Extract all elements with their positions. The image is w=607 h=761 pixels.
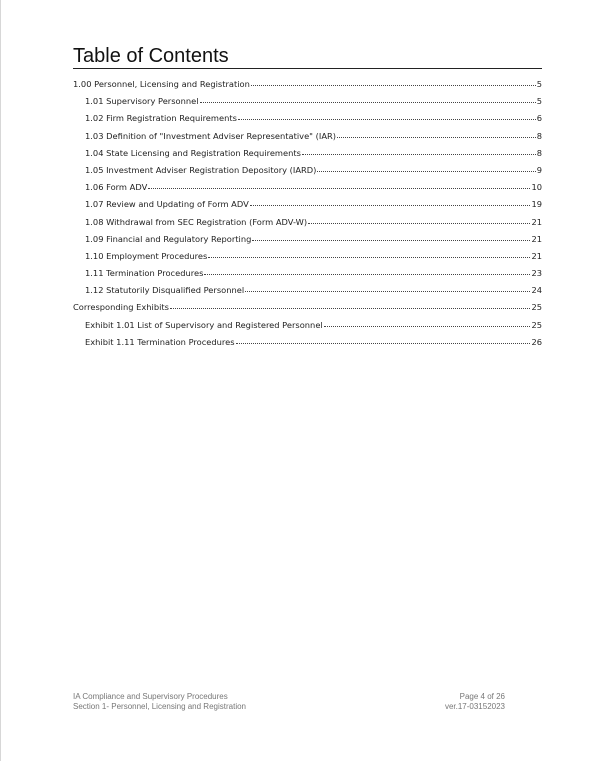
toc-entry-page: 10 [531,182,542,193]
toc-entry-text: 1.01 Supervisory Personnel [85,96,199,107]
toc-entry-page: 24 [531,285,542,296]
toc-entry-page: 25 [531,319,542,330]
toc-entry-page: 5 [536,79,542,89]
toc-entry-text: 1.11 Termination Procedures [85,268,204,279]
toc-entry[interactable] [73,182,542,199]
toc-entry-text: 1.05 Investment Adviser Registration Depository (IARD) [85,164,317,175]
toc-entry[interactable] [73,199,542,216]
toc-entry[interactable] [73,79,542,96]
toc-entry[interactable] [73,217,542,234]
toc-dot-leader [208,256,530,258]
toc-entry-page: 5 [536,96,542,107]
toc-entry[interactable] [73,113,542,130]
toc-entry-page: 19 [531,199,542,210]
toc-entry-page: 8 [536,130,542,141]
toc-entry-text: 1.09 Financial and Regulatory Reporting [85,233,252,244]
toc-entry[interactable] [73,251,542,268]
toc-entry-text: 1.04 State Licensing and Registration Requirements [85,147,301,158]
toc-dot-leader [148,187,530,189]
toc-entry-text: 1.10 Employment Procedures [85,250,208,261]
toc-entry-text: Exhibit 1.01 List of Supervisory and Registered Personnel [85,319,323,330]
toc-dot-leader [236,342,531,344]
toc-entry[interactable] [73,148,542,165]
footer-right [445,692,505,711]
toc-dot-leader [317,170,535,172]
toc-dot-leader [204,273,530,275]
toc-dot-leader [250,204,531,206]
toc-entry-page: 26 [531,336,542,347]
footer-page-number: Page 4 of 26 [459,692,505,701]
toc-entry-text: 1.12 Statutorily Disqualified Personnel [85,285,245,296]
toc-list [73,79,542,354]
toc-entry-text: Corresponding Exhibits [73,302,169,313]
toc-entry-page: 6 [536,113,542,124]
toc-entry[interactable] [73,234,542,251]
toc-entry[interactable] [73,131,542,148]
toc-entry-page: 23 [531,268,542,279]
toc-title: Table of Contents [73,44,542,69]
toc-dot-leader [251,84,536,86]
toc-entry-text: 1.02 Firm Registration Requirements [85,113,237,124]
toc-entry-page: 8 [536,147,542,158]
toc-entry[interactable] [73,268,542,285]
footer-version: ver.17-03152023 [444,701,505,711]
toc-entry[interactable] [73,165,542,182]
toc-entry[interactable] [73,96,542,113]
toc-entry-page: 21 [531,233,542,244]
toc-entry[interactable] [73,302,542,319]
toc-dot-leader [302,153,536,155]
toc-entry-text: 1.06 Form ADV [85,182,148,193]
toc-entry-text: 1.08 Withdrawal from SEC Registration (Form ADV-W) [85,216,308,227]
toc-dot-leader [324,325,531,327]
toc-entry[interactable] [73,285,542,302]
toc-dot-leader [238,118,536,120]
toc-entry-page: 9 [536,164,542,175]
toc-entry-text: Exhibit 1.11 Termination Procedures [85,336,235,347]
toc-entry-page: 21 [531,250,542,261]
toc-entry-text: 1.07 Review and Updating of Form ADV [85,199,249,210]
toc-entry-text: 1.03 Definition of "Investment Adviser Representative" (IAR) [85,130,337,141]
toc-dot-leader [252,239,530,241]
footer-document-title: IA Compliance and Supervisory Procedures [73,692,228,701]
toc-entry-text: 1.00 Personnel, Licensing and Registration [73,79,250,89]
toc-dot-leader [200,101,536,103]
toc-dot-leader [170,307,530,309]
toc-entry-page: 21 [531,216,542,227]
toc-dot-leader [245,290,530,292]
toc-entry-page: 25 [531,302,542,313]
toc-dot-leader [308,222,530,224]
toc-entry[interactable] [73,320,542,337]
toc-entry[interactable] [73,337,542,354]
footer-section-title: Section 1- Personnel, Licensing and Registration [73,701,246,711]
toc-dot-leader [337,136,536,138]
footer-left [73,692,246,711]
